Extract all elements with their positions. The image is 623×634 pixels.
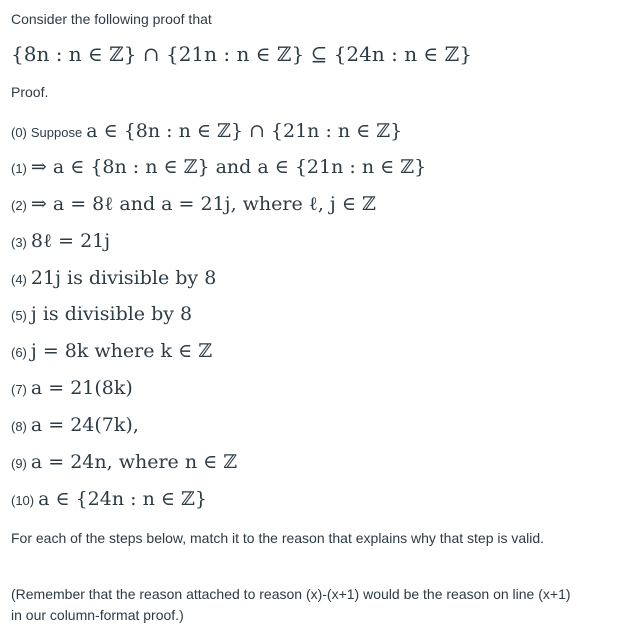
step-number: (7) [11, 382, 27, 397]
step-text: Suppose [30, 125, 83, 140]
proof-step-5 [11, 303, 192, 325]
step-math: a ∈ {8n : n ∈ ℤ} ∩ {21n : n ∈ ℤ} [86, 120, 403, 142]
reminder-text: (Remember that the reason attached to reason (x)-(x+1) would be the reason on line (x+1) in our column-format proof.) [11, 586, 571, 623]
step-math: 21j is divisible by 8 [30, 267, 217, 289]
step-math: a ∈ {24n : n ∈ ℤ} [38, 488, 207, 510]
claim-statement: {8n : n ∈ ℤ} ∩ {21n : n ∈ ℤ} ⊆ {24n : n ∈ ℤ} [11, 42, 472, 66]
proof-step-10 [11, 488, 207, 510]
step-math: ⇒ a = 8ℓ and a = 21j, where ℓ, j ∈ ℤ [30, 193, 376, 215]
step-math: a = 21(8k) [30, 377, 133, 399]
proof-step-1 [11, 156, 426, 178]
step-number: (2) [11, 198, 27, 213]
step-number: (6) [11, 345, 27, 360]
step-number: (1) [11, 161, 27, 176]
step-math: a = 24(7k), [30, 414, 139, 436]
step-math: 8ℓ = 21j [30, 230, 111, 252]
step-number: (8) [11, 419, 27, 434]
proof-step-3 [11, 230, 110, 253]
step-math: j is divisible by 8 [30, 303, 193, 325]
step-number: (3) [11, 235, 27, 250]
step-math: j = 8k where k ∈ ℤ [30, 340, 213, 362]
step-number: (4) [11, 272, 27, 287]
intro-text: Consider the following proof that [11, 11, 212, 27]
step-math: ⇒ a ∈ {8n : n ∈ ℤ} and a ∈ {21n : n ∈ ℤ} [30, 156, 427, 178]
proof-step-8 [11, 414, 139, 436]
proof-step-0 [11, 120, 402, 142]
proof-step-2 [11, 193, 376, 216]
step-number: (0) [11, 125, 27, 140]
proof-step-9 [11, 451, 237, 473]
proof-label: Proof. [11, 84, 49, 100]
step-number: (5) [11, 308, 27, 323]
proof-step-7 [11, 377, 133, 399]
instructions-text: For each of the steps below, match it to the reason that explains why that step is valid. [11, 530, 545, 546]
proof-step-4 [11, 267, 216, 289]
step-number: (10) [11, 493, 35, 508]
step-math: a = 24n, where n ∈ ℤ [30, 451, 238, 473]
proof-step-6 [11, 340, 212, 362]
step-number: (9) [11, 456, 27, 471]
